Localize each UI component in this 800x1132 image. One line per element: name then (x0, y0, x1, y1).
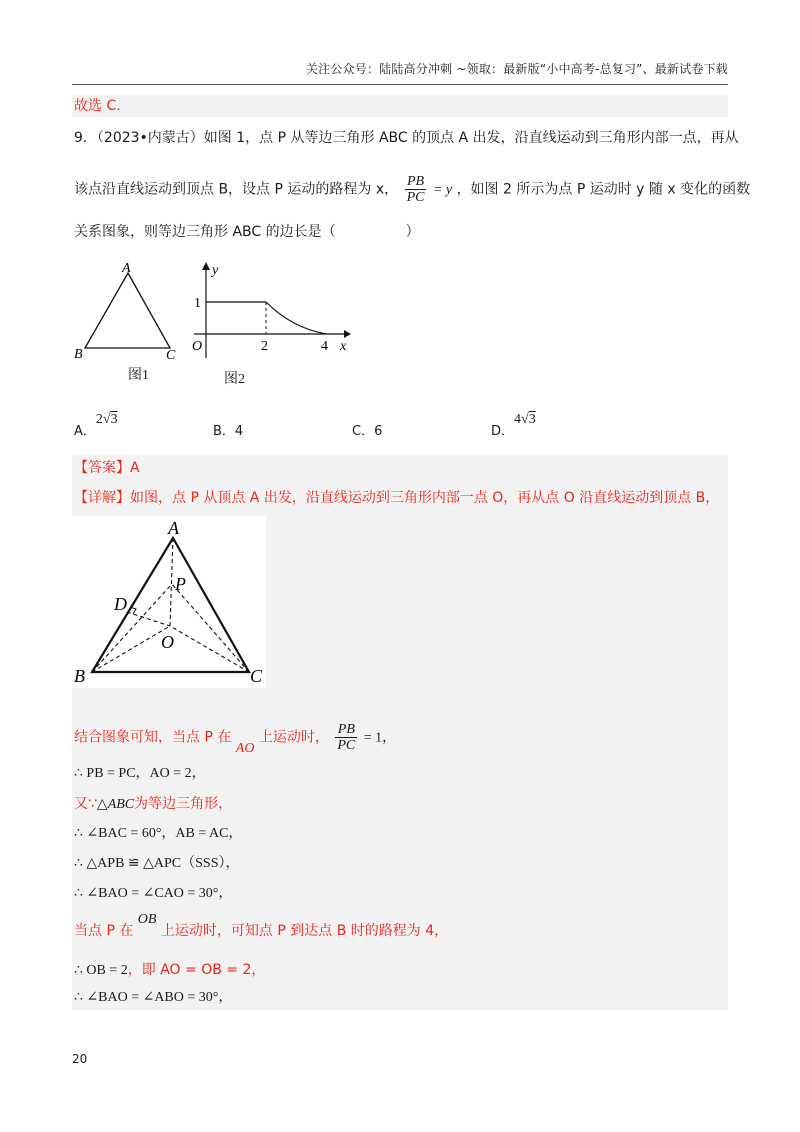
fig1-label-c: C (166, 348, 176, 363)
step-1-equals: = 1， (363, 730, 397, 746)
figure-3-diagram (72, 516, 266, 688)
step-7 (74, 912, 449, 942)
pb-over-pc-fraction (405, 174, 427, 205)
step-3-text-c: 为等边三角形， (134, 796, 233, 812)
fig3-label-c: C (250, 666, 263, 686)
x-tick-2: 2 (261, 339, 268, 354)
segment-cp (172, 584, 249, 672)
option-a-coefficient: 2 (95, 412, 103, 427)
option-b: B．4 (213, 424, 244, 439)
step-1-segment: AO (235, 740, 255, 756)
figure-2-graph (186, 258, 356, 368)
step-1-text-a: 结合图象可知，当点 P 在 (74, 729, 232, 746)
option-d-coefficient: 4 (514, 412, 522, 427)
y-tick-1: 1 (194, 296, 201, 311)
option-a (74, 412, 118, 440)
segment-bp (92, 584, 172, 672)
step-8 (74, 960, 265, 981)
step-7-text-b: 上运动时，可知点 P 到达点 B 时的路程为 4， (160, 923, 449, 939)
step-1 (74, 722, 397, 756)
fig3-label-o: O (161, 632, 174, 652)
step-5: ∴ △APB ≌ △APC（SSS）， (74, 856, 240, 871)
page-header: 关注公众号：陆陆高分冲刺 ~领取：最新版“小中高考-总复习”、最新试卷下载 (305, 62, 728, 76)
option-a-radicand: 3 (110, 412, 118, 427)
x-axis-label: x (340, 339, 347, 354)
option-c: C．6 (352, 424, 383, 439)
step-3-text-a: 又∵ (74, 796, 97, 812)
step-1-text-b: 上运动时， (258, 729, 329, 746)
fraction-denominator: PC (406, 190, 425, 205)
fraction-equals: = y (432, 182, 453, 198)
question-line-3: 关系图象，则等边三角形 ABC 的边长是（ ） (74, 224, 420, 240)
step-1-denominator: PC (337, 738, 356, 753)
fig3-label-b: B (74, 666, 85, 686)
triangle-abc (85, 273, 170, 348)
fig1-label-a: A (122, 261, 131, 276)
detail-text: 如图，点 P 从顶点 A 出发，沿直线运动到三角形内部一点 O，再从点 O 沿直线运动到顶点 B， (130, 490, 720, 506)
option-d (491, 412, 536, 440)
step-3-triangle: △ABC (96, 797, 135, 812)
y-axis-label: y (212, 263, 219, 278)
step-2: ∴ PB = PC，AO = 2， (74, 766, 206, 781)
origin-label: O (192, 339, 203, 354)
fig3-label-d: D (114, 594, 127, 614)
step-9: ∴ ∠BAO = ∠ABO = 30°， (74, 990, 233, 1005)
figure-1-caption: 图1 (128, 368, 149, 383)
step-7-text-a: 当点 P 在 (74, 923, 134, 939)
fig1-label-b: B (74, 347, 83, 362)
option-a-label: A． (74, 424, 96, 439)
step-8-text-a: ∴ OB = 2 (74, 963, 128, 978)
answer-label: 【答案】A (74, 460, 140, 476)
option-d-label: D． (491, 424, 515, 439)
step-8-text-b: ，即 AO = OB = 2， (127, 962, 266, 978)
segment-bo (92, 626, 170, 672)
figure-1-triangle (72, 258, 182, 388)
sqrt-symbol: √ (102, 412, 111, 427)
sqrt-symbol: √ (521, 412, 529, 427)
fig3-label-a: A (168, 518, 179, 538)
page-number: 20 (72, 1052, 88, 1066)
step-1-fraction (335, 722, 357, 753)
x-tick-4: 4 (321, 339, 328, 354)
option-d-radicand: 3 (528, 412, 536, 427)
segment-ao (170, 538, 173, 626)
detail-label: 【详解】 (74, 490, 130, 506)
step-1-numerator: PB (337, 722, 355, 737)
graph-curve-segment (266, 302, 326, 334)
fraction-numerator: PB (406, 174, 425, 189)
question-line-2 (74, 174, 750, 205)
question-line-1: 9．（2023•内蒙古）如图 1，点 P 从等边三角形 ABC 的顶点 A 出发，沿直线运动到三角形内部一点，再从 (74, 130, 739, 146)
y-axis-arrow (202, 262, 210, 270)
x-axis-arrow (344, 330, 351, 338)
step-7-segment: OB (137, 912, 157, 927)
step-6: ∴ ∠BAO = ∠CAO = 30°， (74, 886, 233, 901)
prev-answer-band (72, 95, 728, 117)
question-line-2b: ，如图 2 所示为点 P 运动时 y 随 x 变化的函数 (456, 181, 751, 198)
header-divider (72, 84, 728, 85)
prev-answer: 故选 C. (74, 98, 121, 114)
step-3 (74, 794, 232, 815)
figure-2-caption: 图2 (224, 372, 245, 387)
detail-line-1 (74, 488, 719, 508)
question-line-2a: 该点沿直线运动到顶点 B，设点 P 运动的路程为 x， (74, 181, 399, 198)
fig3-label-p: P (175, 574, 186, 594)
step-4: ∴ ∠BAC = 60°，AB = AC， (74, 826, 243, 841)
